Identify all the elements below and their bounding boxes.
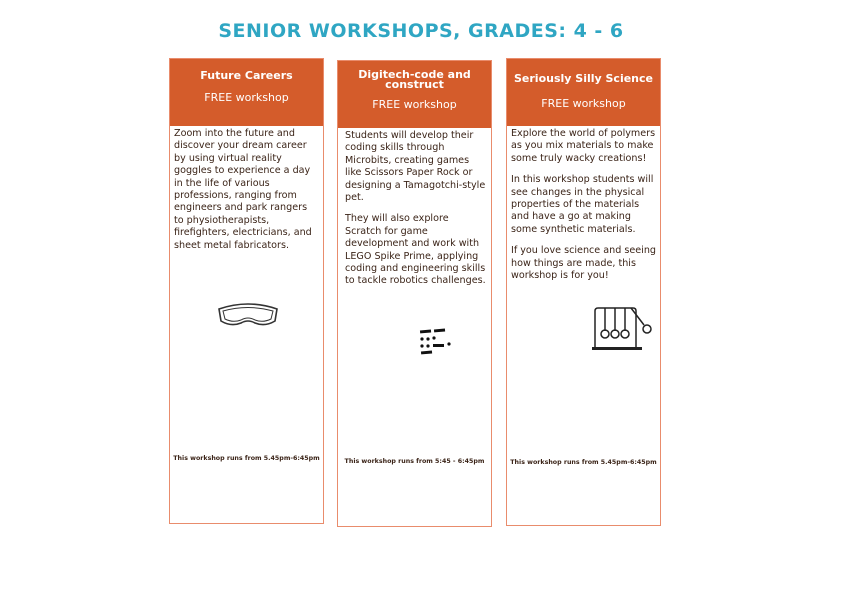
card-price: FREE workshop [541, 97, 626, 110]
card-time: This workshop runs from 5:45 - 6:45pm [344, 458, 485, 465]
description-paragraph: Explore the world of polymers as you mix materials to make some truly wacky creations! [511, 128, 656, 164]
workshop-card-silly-science [506, 58, 661, 526]
card-title: Digitech-code and construct [358, 68, 471, 91]
card-description [170, 126, 323, 263]
card-time: This workshop runs from 5.45pm-6:45pm [173, 455, 320, 462]
code-icon [418, 327, 468, 363]
card-price: FREE workshop [372, 98, 457, 111]
workshop-card-future-careers [169, 58, 324, 524]
card-time: This workshop runs from 5.45pm-6:45pm [510, 459, 657, 466]
card-description [338, 128, 491, 299]
card-header [338, 61, 491, 128]
description-paragraph: They will also explore Scratch for game development and work with LEGO Spike Prime, applying coding and engineering skills to tackle robotics challenges. [345, 213, 486, 287]
card-header [507, 59, 660, 126]
card-title: Future Careers [200, 69, 293, 82]
vr-goggles-icon [215, 299, 281, 329]
description-paragraph: Students will develop their coding skills through Microbits, creating games like Scissors Paper Rock or designing a Tamagotchi-style pet. [345, 130, 486, 204]
card-header [170, 59, 323, 126]
newtons-cradle-icon [591, 305, 657, 353]
description-paragraph: In this workshop students will see changes in the physical properties of the materials and have a go at making some synthetic materials. [511, 174, 654, 235]
card-price: FREE workshop [204, 91, 289, 104]
card-description [507, 126, 660, 293]
page-title: SENIOR WORKSHOPS, GRADES: 4 - 6 [218, 20, 624, 42]
card-title: Seriously Silly Science [513, 72, 653, 85]
description-paragraph: If you love science and seeing how things are made, this workshop is for you! [511, 245, 656, 282]
workshop-card-digitech [337, 60, 492, 527]
description-paragraph: Zoom into the future and discover your dream career by using virtual reality goggles to experience a day in the life of various professions, ranging from engineers and park rangers to physiotherapists, firefighters, electricians, and sheet metal fabricators. [174, 128, 312, 251]
